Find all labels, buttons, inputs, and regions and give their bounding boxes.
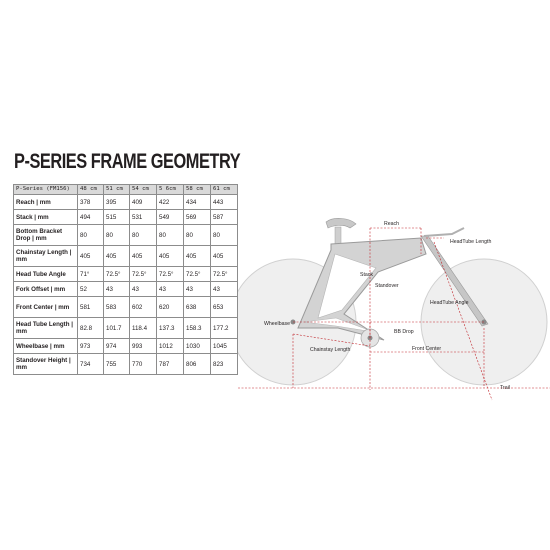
table-row [14,225,238,246]
cell-value: 405 [211,246,238,267]
cell-value: 43 [104,282,130,297]
cell-value: 569 [184,210,211,225]
cell-value: 405 [157,246,184,267]
cell-value: 1030 [184,339,211,354]
cell-value: 405 [184,246,211,267]
row-label: Fork Offset | mm [14,282,78,297]
cell-value: 1045 [211,339,238,354]
row-label: Standover Height | mm [14,354,78,375]
cell-value: 395 [104,195,130,210]
table-row [14,195,238,210]
cell-value: 787 [157,354,184,375]
cell-value: 770 [130,354,157,375]
cell-value: 422 [157,195,184,210]
label-head-tube-angle: HeadTube Angle [430,300,469,306]
table-row [14,297,238,318]
cell-value: 515 [104,210,130,225]
cell-value: 137.3 [157,318,184,339]
header-size: 61 cm [211,185,238,195]
cell-value: 72.5° [211,267,238,282]
table-row [14,267,238,282]
aerobar [424,228,464,236]
row-label: Head Tube Angle [14,267,78,282]
cell-value: 52 [78,282,104,297]
cell-value: 118.4 [130,318,157,339]
cell-value: 1012 [157,339,184,354]
cell-value: 434 [184,195,211,210]
cell-value: 80 [130,225,157,246]
cell-value: 531 [130,210,157,225]
label-bb-drop: BB Drop [394,329,414,335]
cell-value: 638 [184,297,211,318]
cell-value: 993 [130,339,157,354]
row-label: Front Center | mm [14,297,78,318]
cell-value: 80 [104,225,130,246]
cell-value: 973 [78,339,104,354]
cell-value: 405 [78,246,104,267]
cell-value: 602 [130,297,157,318]
cell-value: 158.3 [184,318,211,339]
cell-value: 443 [211,195,238,210]
cell-value: 80 [184,225,211,246]
label-head-tube-length: HeadTube Length [450,239,492,245]
cell-value: 43 [211,282,238,297]
cell-value: 80 [78,225,104,246]
table-row [14,318,238,339]
cell-value: 549 [157,210,184,225]
cell-value: 755 [104,354,130,375]
cell-value: 82.8 [78,318,104,339]
cell-value: 43 [157,282,184,297]
cell-value: 72.5° [104,267,130,282]
header-size: 48 cm [78,185,104,195]
cell-value: 43 [184,282,211,297]
cell-value: 823 [211,354,238,375]
label-standover: Standover [375,283,399,289]
cell-value: 653 [211,297,238,318]
frame [298,238,426,340]
cell-value: 587 [211,210,238,225]
table-row [14,354,238,375]
cell-value: 72.5° [130,267,157,282]
cell-value: 101.7 [104,318,130,339]
header-size: 51 cm [104,185,130,195]
label-trail: Trail [500,385,510,391]
row-label: Stack | mm [14,210,78,225]
cell-value: 177.2 [211,318,238,339]
row-label: Bottom Bracket Drop | mm [14,225,78,246]
table-row [14,210,238,225]
label-wheelbase: Wheelbase [264,321,290,327]
cell-value: 620 [157,297,184,318]
label-reach: Reach [384,221,399,227]
row-label: Head Tube Length | mm [14,318,78,339]
table-row [14,246,238,267]
label-stack: Stack [360,272,373,278]
geometry-table [13,184,238,375]
page-title: P-SERIES FRAME GEOMETRY [14,150,241,173]
table-header-row [14,185,238,195]
cell-value: 405 [130,246,157,267]
cell-value: 72.5° [157,267,184,282]
label-chainstay-length: Chainstay Length [310,347,351,353]
row-label: Wheelbase | mm [14,339,78,354]
cell-value: 80 [211,225,238,246]
cell-value: 71° [78,267,104,282]
cell-value: 734 [78,354,104,375]
cell-value: 583 [104,297,130,318]
bike-geometry-diagram [238,214,550,404]
cell-value: 581 [78,297,104,318]
cell-value: 378 [78,195,104,210]
header-size: 5 6cm [157,185,184,195]
cell-value: 405 [104,246,130,267]
table-row [14,282,238,297]
row-label: Reach | mm [14,195,78,210]
cell-value: 43 [130,282,157,297]
cell-value: 974 [104,339,130,354]
row-label: Chainstay Length | mm [14,246,78,267]
table-row [14,339,238,354]
cell-value: 72.5° [184,267,211,282]
cell-value: 806 [184,354,211,375]
cell-value: 409 [130,195,157,210]
header-size: 54 cm [130,185,157,195]
cell-value: 494 [78,210,104,225]
cell-value: 80 [157,225,184,246]
header-model: P-Series (FM156) [14,185,78,195]
label-front-center: Front Center [412,346,442,352]
header-size: 58 cm [184,185,211,195]
saddle [326,218,356,228]
